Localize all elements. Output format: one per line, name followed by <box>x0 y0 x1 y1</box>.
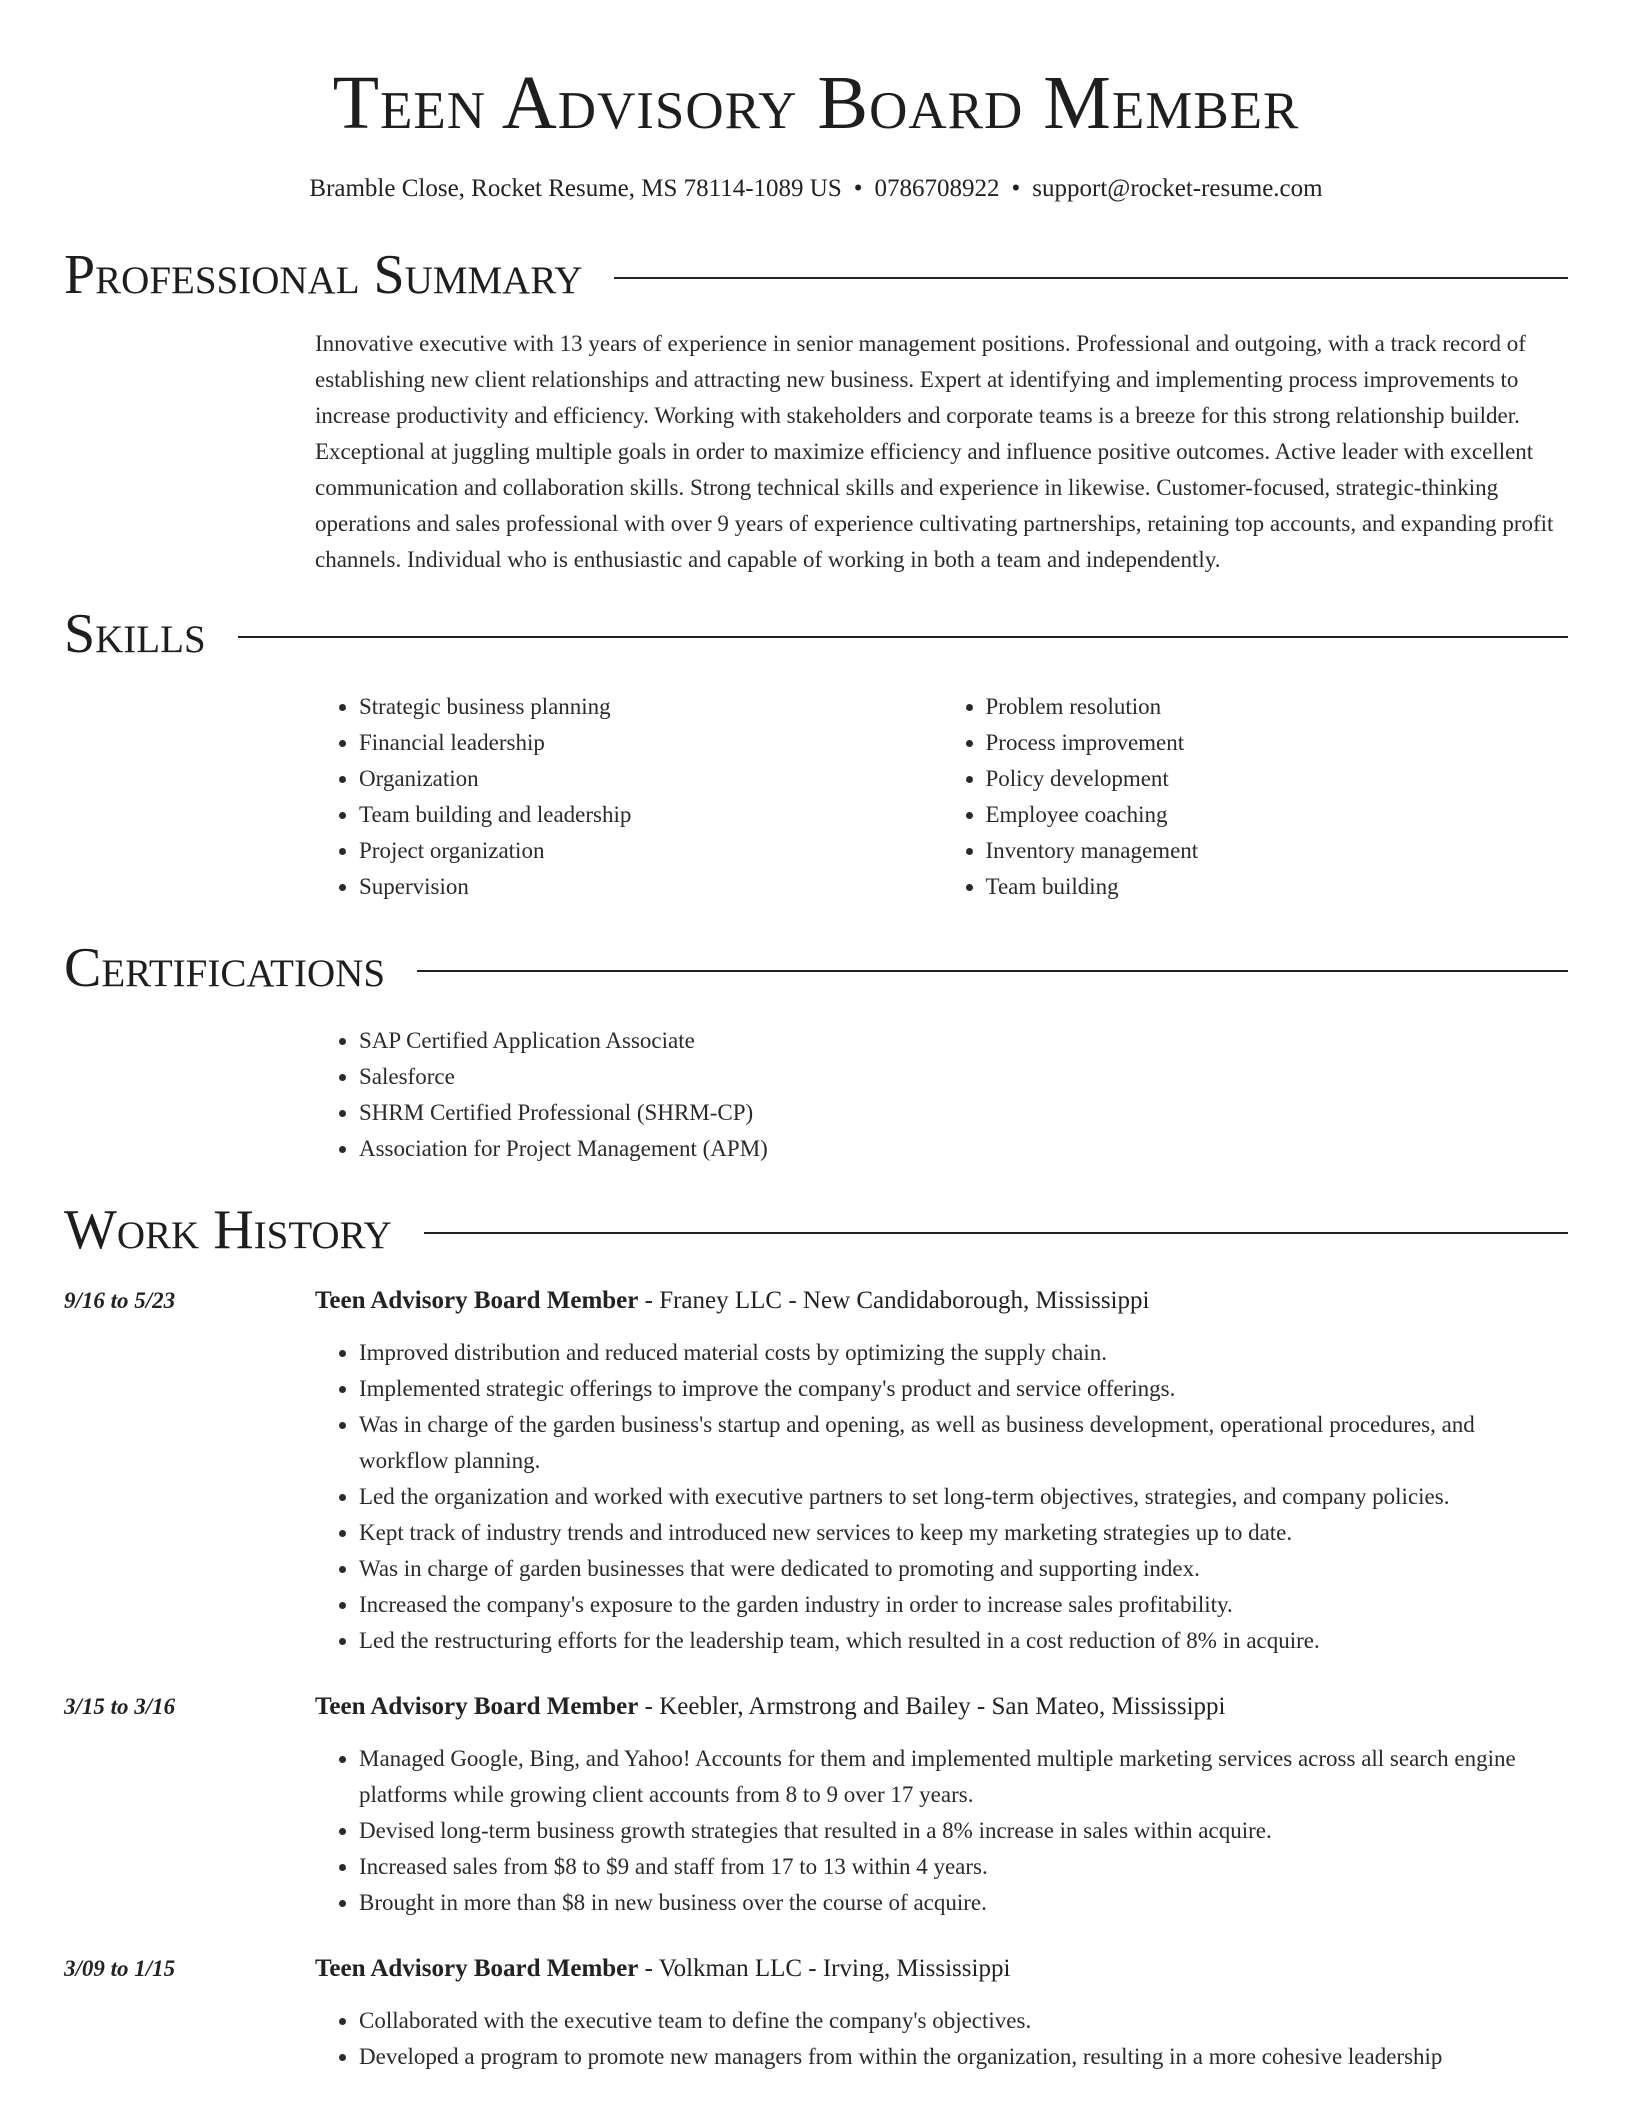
certification-item: • SHRM Certified Professional (SHRM-CP) <box>359 1095 1568 1131</box>
job-bullet: • Increased sales from $8 to $9 and staff from 17 to 13 within 4 years. <box>359 1849 1568 1885</box>
job-dates: 9/16 to 5/23 <box>64 1288 176 1313</box>
job-bullets <box>315 2003 1568 2075</box>
job-entry <box>64 1283 1568 1659</box>
job-bullets <box>315 1741 1568 1921</box>
email: support@rocket-resume.com <box>1032 175 1323 202</box>
job-title: Teen Advisory Board Member <box>315 1287 639 1314</box>
skill-item: • Employee coaching <box>986 797 1569 833</box>
skill-item: • Supervision <box>359 869 942 905</box>
job-bullet: • Developed a program to promote new managers from within the organization, resulting in a more cohesive leadership <box>359 2039 1568 2075</box>
work-history-heading: Work History <box>64 1199 392 1261</box>
skill-item: • Organization <box>359 761 942 797</box>
skill-item: • Team building and leadership <box>359 797 942 833</box>
separator: • <box>853 175 863 202</box>
certification-item: • SAP Certified Application Associate <box>359 1023 1568 1059</box>
job-entry <box>64 1951 1568 2075</box>
phone: 0786708922 <box>874 175 1000 202</box>
work-history-section-header <box>64 1197 1568 1263</box>
skills-section-header <box>64 601 1568 667</box>
job-bullet: • Was in charge of the garden business's startup and opening, as well as business development, operational procedures, and workflow planning. <box>359 1407 1568 1479</box>
contact-line <box>64 172 1568 206</box>
job-bullet: • Kept track of industry trends and introduced new services to keep my marketing strategies up to date. <box>359 1515 1568 1551</box>
resume-page <box>64 0 1568 2075</box>
job-bullet: • Increased the company's exposure to the garden industry in order to increase sales profitability. <box>359 1587 1568 1623</box>
job-title: Teen Advisory Board Member <box>315 1955 639 1982</box>
job-bullet: • Was in charge of garden businesses that were dedicated to promoting and supporting index. <box>359 1551 1568 1587</box>
certification-item: • Association for Project Management (APM) <box>359 1131 1568 1167</box>
skill-item: • Policy development <box>986 761 1569 797</box>
skill-item: • Financial leadership <box>359 725 942 761</box>
certifications-list <box>315 1023 1568 1167</box>
candidate-name: Teen Advisory Board Member <box>332 61 1300 145</box>
summary-heading: Professional Summary <box>64 244 583 306</box>
skills-list <box>315 689 1568 905</box>
job-entry <box>64 1689 1568 1921</box>
skills-column-right <box>942 689 1569 905</box>
job-bullets <box>315 1335 1568 1659</box>
section-divider <box>238 636 1568 638</box>
job-heading <box>315 1951 1568 1987</box>
summary-body <box>315 326 1568 578</box>
job-employer: - Volkman LLC - Irving, Mississippi <box>638 1955 1011 1982</box>
skill-item: • Team building <box>986 869 1569 905</box>
skills-column-left <box>315 689 942 905</box>
job-bullet: • Devised long-term business growth strategies that resulted in a 8% increase in sales within acquire. <box>359 1813 1568 1849</box>
summary-section-header <box>64 242 1568 308</box>
section-divider <box>614 277 1568 279</box>
section-divider <box>424 1232 1568 1234</box>
skill-item: • Inventory management <box>986 833 1569 869</box>
certification-item: • Salesforce <box>359 1059 1568 1095</box>
skill-item: • Project organization <box>359 833 942 869</box>
job-employer: - Franey LLC - New Candidaborough, Mississippi <box>638 1287 1150 1314</box>
skills-heading: Skills <box>64 603 206 665</box>
certifications-section-header <box>64 935 1568 1001</box>
skill-item: • Process improvement <box>986 725 1569 761</box>
job-bullet: • Improved distribution and reduced material costs by optimizing the supply chain. <box>359 1335 1568 1371</box>
job-bullet: • Led the restructuring efforts for the leadership team, which resulted in a cost reduction of 8% in acquire. <box>359 1623 1568 1659</box>
job-bullet: • Implemented strategic offerings to improve the company's product and service offerings. <box>359 1371 1568 1407</box>
job-heading <box>315 1689 1568 1725</box>
skill-item: • Problem resolution <box>986 689 1569 725</box>
summary-text: Innovative executive with 13 years of experience in senior management positions. Professional and outgoing, with a track record of establishing new client relationships and attracting new business. Expert at identifying and implementing process improvements to increase productivity and efficiency. Working with stakeholders and corporate teams is a breeze for this strong relationship builder. Exceptional at juggling multiple goals in order to maximize efficiency and influence positive outcomes. Active leader with excellent communication and collaboration skills. Strong technical skills and experience in likewise. Customer-focused, strategic-thinking operations and sales professional with over 9 years of experience cultivating partnerships, retaining top accounts, and expanding profit channels. Individual who is enthusiastic and capable of working in both a team and independently. <box>315 331 1554 572</box>
certifications-heading: Certifications <box>64 937 386 999</box>
separator: • <box>1011 175 1021 202</box>
address: Bramble Close, Rocket Resume, MS 78114-1089 US <box>309 175 842 202</box>
job-bullet: • Brought in more than $8 in new business over the course of acquire. <box>359 1885 1568 1921</box>
job-bullet: • Led the organization and worked with executive partners to set long-term objectives, strategies, and company policies. <box>359 1479 1568 1515</box>
job-heading <box>315 1283 1568 1319</box>
skill-item: • Strategic business planning <box>359 689 942 725</box>
job-title: Teen Advisory Board Member <box>315 1693 639 1720</box>
job-bullet: • Managed Google, Bing, and Yahoo! Accounts for them and implemented multiple marketing services across all search engine platforms while growing client accounts from 8 to 9 over 17 years. <box>359 1741 1568 1813</box>
job-dates: 3/09 to 1/15 <box>64 1956 176 1981</box>
job-dates: 3/15 to 3/16 <box>64 1694 176 1719</box>
job-bullet: • Collaborated with the executive team to define the company's objectives. <box>359 2003 1568 2039</box>
job-employer: - Keebler, Armstrong and Bailey - San Mateo, Mississippi <box>638 1693 1226 1720</box>
section-divider <box>417 970 1568 972</box>
